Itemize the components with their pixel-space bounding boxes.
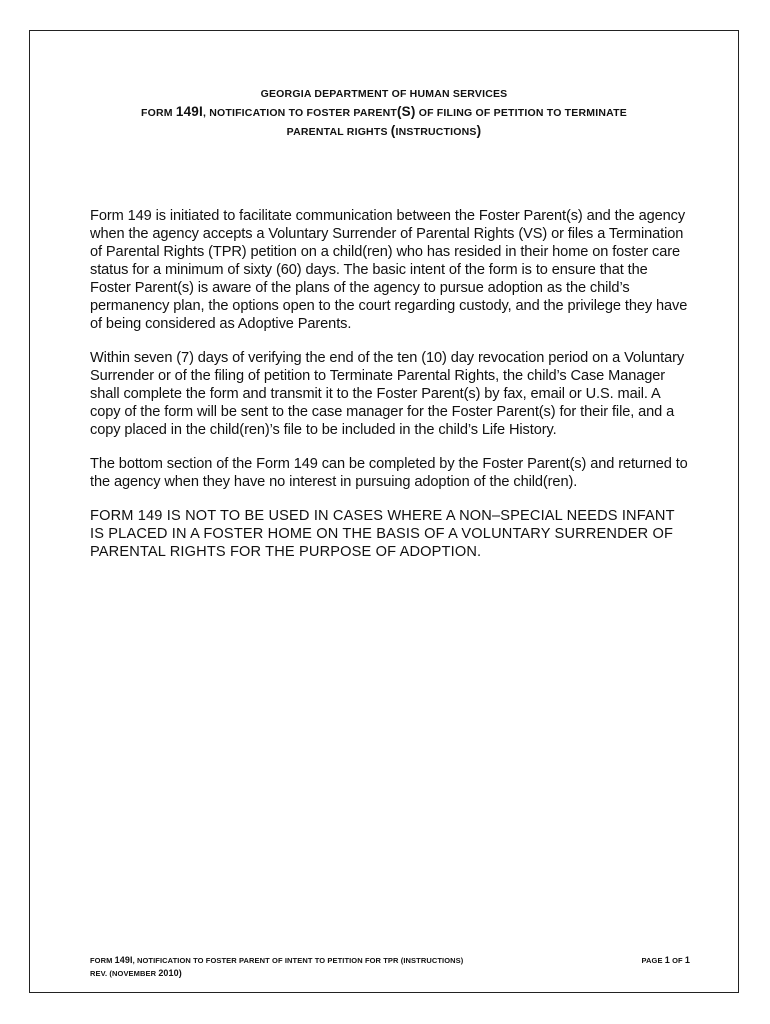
header-form-title [29, 103, 739, 122]
header-form-title-part: (S) [396, 104, 416, 119]
footer-revision-part: REV. ( [90, 969, 112, 978]
header-form-number: 149I [175, 104, 203, 119]
footer-page-part: 1 [684, 955, 690, 965]
footer-page-part: OF [669, 956, 685, 965]
instructions-body [90, 207, 690, 577]
header-form-title-part: OF FILING OF PETITION TO TERMINATE [415, 107, 627, 119]
document-header [29, 86, 739, 141]
footer-revision-part: NOVEMBER [112, 969, 159, 978]
footer-row [90, 954, 690, 967]
footer-page-part: 1 [664, 955, 670, 965]
header-form-subtitle [29, 122, 739, 141]
footer-title-part: FORM [90, 956, 115, 965]
header-subtitle-part: PARENTAL RIGHTS [286, 126, 391, 138]
header-subtitle-part: ) [476, 123, 482, 138]
header-form-title-part: FORM [141, 107, 176, 119]
footer-revision [90, 967, 690, 980]
paragraph-restriction: FORM 149 IS NOT TO BE USED IN CASES WHERE A NON–SPECIAL NEEDS INFANT IS PLACED IN A FOSTER HOME ON THE BASIS OF A VOLUNTARY SURRENDER OF PARENTAL RIGHTS FOR THE PURPOSE OF ADOPTION. [90, 508, 675, 560]
footer-page-part: PAGE [641, 956, 665, 965]
footer-revision-part: 2010) [158, 968, 182, 978]
document-footer [90, 954, 690, 980]
header-subtitle-part: INSTRUCTIONS [395, 126, 477, 138]
header-agency-name: GEORGIA DEPARTMENT OF HUMAN SERVICES [260, 88, 508, 100]
footer-page-number [642, 954, 691, 967]
paragraph-bottom-section: The bottom section of the Form 149 can be completed by the Foster Parent(s) and returned to the agency when they have no interest in pursuing adoption of the child(ren). [90, 456, 688, 490]
header-subtitle-part: ( [390, 123, 396, 138]
header-form-title-part: , NOTIFICATION TO FOSTER PARENT [202, 107, 397, 119]
paragraph-purpose: Form 149 is initiated to facilitate communication between the Foster Parent(s) and the agency when the agency accepts a Voluntary Surrender of Parental Rights (VS) or files a Termination of Parental Rights (TPR) petition on a child(ren) who has resided in their home on foster care status for a minimum of sixty (60) days. The basic intent of the form is to ensure that the Foster Parent(s) is aware of the plans of the agency to pursue adoption as the child’s permanency plan, the options open to the court regarding custody, and the privilege they have of being considered as Adoptive Parents. [90, 208, 688, 332]
paragraph-timeline: Within seven (7) days of verifying the end of the ten (10) day revocation period on a Voluntary Surrender or of the filing of petition to Terminate Parental Rights, the child’s Case Manager shall complete the form and transmit it to the Foster Parent(s) by fax, email or U.S. mail. A copy of the form will be sent to the case manager for the Foster Parent(s) for their file, and a copy placed in the child(ren)’s file to be included in the child’s Life History. [90, 350, 685, 438]
footer-form-title [90, 954, 463, 967]
footer-title-part: , NOTIFICATION TO FOSTER PARENT OF INTENT TO PETITION FOR TPR (INSTRUCTIONS) [132, 956, 464, 965]
footer-form-number: 149I [114, 955, 133, 965]
